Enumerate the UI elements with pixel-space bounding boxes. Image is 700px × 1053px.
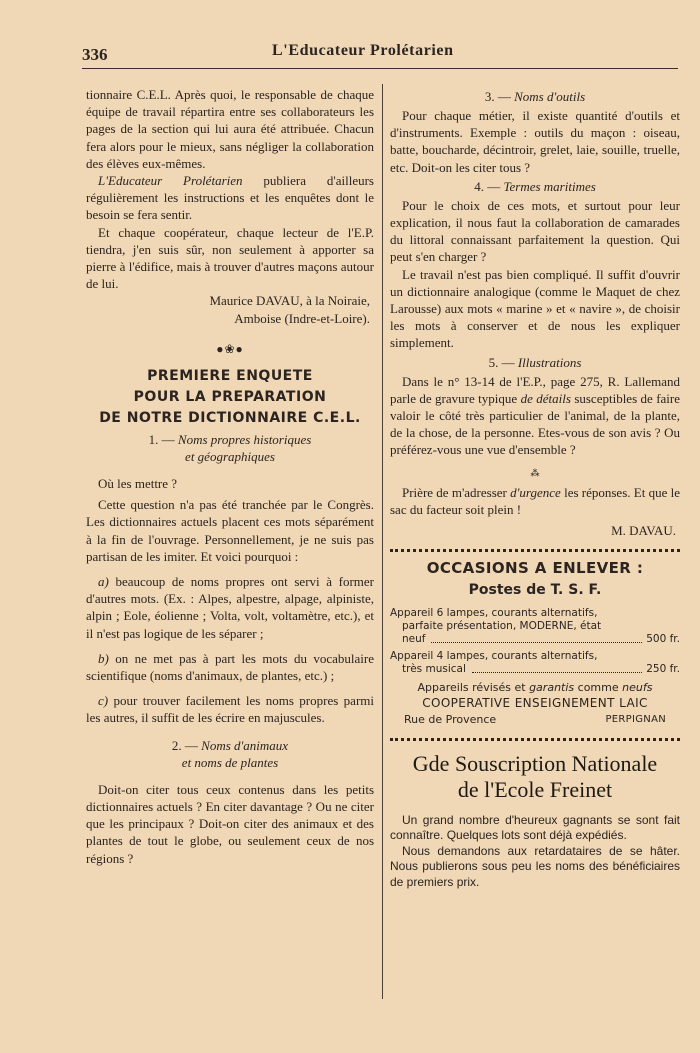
section-4-paragraph-2: Le travail n'est pas bien compliqué. Il suffit d'ouvrir un dictionnaire analogique (comme le Maquet de chez Larousse) aux mots « marine » et « navire », de choisir les mots à conserver et de nous les expliquer simplement. bbox=[390, 266, 680, 351]
section-4-heading bbox=[390, 178, 680, 195]
ad-item-1-line-3: neuf bbox=[402, 632, 426, 645]
section-4-number: 4. — bbox=[474, 178, 501, 194]
section-1-point-c bbox=[86, 692, 374, 726]
point-a-text: beaucoup de noms propres ont servi à former d'autres mots. (Ex. : Alpes, alpestre, alpage, alpiniste, alpin ; Eole, éolienne ; Volta, volt, voltamètre, etc.), et il n'est pas logique de les séparer ; bbox=[86, 574, 375, 641]
section-5-paragraph bbox=[390, 373, 680, 459]
journal-title: L'Educateur Prolétarien bbox=[272, 42, 454, 59]
small-ornament: ⁂ bbox=[530, 467, 540, 478]
dotted-divider-2 bbox=[390, 738, 680, 741]
ad-note-italic: garantis bbox=[529, 680, 575, 694]
section-2-number: 2. — bbox=[171, 737, 198, 753]
section-5-text-b: susceptibles de faire valoir le côté très particulier de l'animal, de la plante, de la chose, de la personne. Etes-vous de son avis ? Ou préférez-vous une vue d'ensemble ? bbox=[390, 390, 681, 458]
enquete-title-line-3: DE NOTRE DICTIONNAIRE C.E.L. bbox=[99, 410, 361, 427]
section-3-number: 3. — bbox=[484, 89, 511, 104]
souscription-paragraph-2: Nous demandons aux retardataires de se hâter. Nous publierons sous peu les noms des bénéficiaires de premiers prix. bbox=[390, 843, 680, 889]
souscription-title-line-2: de l'Ecole Freinet bbox=[457, 776, 613, 802]
section-1-number: 1. — bbox=[148, 432, 175, 448]
point-b-label: b) bbox=[98, 650, 109, 666]
section-3-paragraph: Pour chaque métier, il existe quantité d'outils et d'instruments. Exemple : outils du maçon : oiseau, batte, boucharde, décintroir, grelet, laie, souille, truelle, etc. Doit-on les citer tous ? bbox=[390, 108, 680, 175]
ad-item-1-line-1: Appareil 6 lampes, courants alternatifs, bbox=[390, 606, 598, 619]
section-5-text-a: Dans le n° 13-14 de l'E.P., page 275, R. Lallemand parle de gravure typique bbox=[390, 373, 680, 406]
section-2-paragraph: Doit-on citer tous ceux contenus dans les petits dictionnaires actuels ? En citer davantage ? Ou ne citer que les principaux ? Doit-on citer des animaux et des plantes de tout le globe, ou seulement ceux de nos régions ? bbox=[86, 781, 374, 866]
section-5-number: 5. — bbox=[488, 354, 515, 370]
classified-ad bbox=[390, 560, 680, 727]
ad-item-2-line-2: très musical bbox=[402, 662, 466, 675]
right-signature: M. DAVAU. bbox=[611, 523, 676, 539]
closing-text-b: les réponses. Et que le sac du facteur soit plein ! bbox=[390, 484, 680, 518]
ad-note bbox=[390, 680, 680, 695]
section-1-point-b bbox=[86, 650, 374, 684]
point-a-label: a) bbox=[98, 574, 109, 590]
section-2-title-1: Noms d'animaux bbox=[201, 737, 289, 753]
ad-note-italic-2: neufs bbox=[622, 680, 653, 694]
section-5-heading bbox=[390, 354, 680, 371]
ad-item-2-price: 250 fr. bbox=[646, 662, 680, 675]
ad-street: Rue de Provence bbox=[404, 712, 497, 726]
ad-item-1-price: 500 fr. bbox=[646, 632, 680, 645]
section-5-title: Illustrations bbox=[517, 354, 582, 370]
ad-subtitle: Postes de T. S. F. bbox=[468, 581, 602, 598]
ad-cooperative: COOPERATIVE ENSEIGNEMENT LAIC bbox=[422, 695, 648, 710]
intro-paragraph-2 bbox=[86, 172, 374, 224]
page-number: 336 bbox=[82, 45, 108, 64]
ornament-divider: ●❀● bbox=[216, 341, 244, 356]
section-2-heading bbox=[86, 737, 374, 771]
left-column bbox=[86, 86, 374, 867]
section-1-question: Où les mettre ? bbox=[98, 476, 178, 492]
section-4-paragraph-1: Pour le choix de ces mots, et surtout pour leur explication, il nous faut la collaboration de camarades du littoral connaissant parfaitement la question. Qui peut s'en charger ? bbox=[390, 197, 680, 265]
closing-paragraph bbox=[390, 484, 680, 518]
intro-paragraph-1: tionnaire C.E.L. Après quoi, le responsable de chaque équipe de travail répartira entre ses collaborateurs les pages de la section qui lui aura été attribuée. Chacun fera alors pour le mieux, sans négliger la collaboration des élèves eux-mêmes. bbox=[86, 87, 374, 171]
souscription-title-line-1: Gde Souscription Nationale bbox=[412, 750, 658, 776]
ad-item-1-line-2: parfaite présentation, MODERNE, état bbox=[402, 619, 602, 632]
section-4-title: Termes maritimes bbox=[503, 178, 596, 194]
journal-name-italic: L'Educateur Prolétarien bbox=[98, 173, 243, 189]
section-3-heading bbox=[390, 88, 680, 105]
signature-line-1: Maurice DAVAU, à la Noiraie, bbox=[209, 293, 370, 309]
souscription-paragraph-1: Un grand nombre d'heureux gagnants se sont fait connaître. Quelques lots sont déjà expédiés. bbox=[390, 812, 680, 843]
souscription-title bbox=[390, 751, 680, 803]
enquete-title-line-2: POUR LA PREPARATION bbox=[133, 389, 327, 406]
section-1-title-1: Noms propres historiques bbox=[177, 432, 312, 448]
signature-line-2: Amboise (Indre-et-Loire). bbox=[234, 310, 370, 326]
ad-note-b: comme bbox=[577, 680, 619, 694]
ad-city: PERPIGNAN bbox=[605, 713, 666, 725]
point-c-label: c) bbox=[98, 693, 109, 709]
ad-address bbox=[390, 712, 680, 728]
ad-title: OCCASIONS A ENLEVER : bbox=[426, 559, 644, 578]
ad-item-2-price-row bbox=[390, 663, 680, 676]
section-1-heading bbox=[86, 431, 374, 465]
point-c-text: pour trouver facilement les noms propres parmi les autres, il suffit de les écrire en majuscules. bbox=[86, 693, 374, 726]
intro-paragraph-3: Et chaque coopérateur, chaque lecteur de l'E.P. tiendra, j'en suis sûr, non seulement à apporter sa pierre à l'édifice, mais à trouver d'autres maçons autour de lui. bbox=[86, 224, 374, 292]
section-3-title: Noms d'outils bbox=[514, 89, 586, 104]
right-column bbox=[390, 86, 680, 890]
closing-text-italic: d'urgence bbox=[510, 484, 561, 500]
dotted-divider-1 bbox=[390, 549, 680, 552]
section-1-title-2: et géographiques bbox=[185, 449, 275, 465]
section-1-paragraph: Cette question n'a pas été tranchée par le Congrès. Les dictionnaires actuels placent ces mots séparément à la fin de l'ouvrage. Personnellement, je ne suis pas partisan de les imiter. Et voici pourquoi : bbox=[86, 497, 374, 564]
ad-note-a: Appareils révisés et bbox=[417, 680, 526, 694]
ad-item-2-line-1: Appareil 4 lampes, courants alternatifs, bbox=[390, 649, 598, 662]
enquete-title-line-1: PREMIERE ENQUETE bbox=[147, 368, 313, 385]
page-header bbox=[82, 40, 678, 69]
intro-paragraph-2-text: publiera d'ailleurs régulièrement les instructions et les enquêtes dont le besoin se fera sentir. bbox=[86, 173, 374, 223]
ad-item-1-price-row bbox=[390, 633, 680, 646]
closing-text-a: Prière de m'adresser bbox=[402, 484, 507, 500]
section-1-point-a bbox=[86, 573, 374, 642]
column-divider bbox=[382, 84, 383, 999]
section-2-title-2: et noms de plantes bbox=[181, 754, 279, 770]
point-b-text: on ne met pas à part les mots du vocabulaire scientifique (noms d'animaux, de plantes, etc.) ; bbox=[86, 650, 374, 684]
enquete-title bbox=[86, 366, 374, 429]
section-5-text-italic: de détails bbox=[520, 390, 571, 406]
